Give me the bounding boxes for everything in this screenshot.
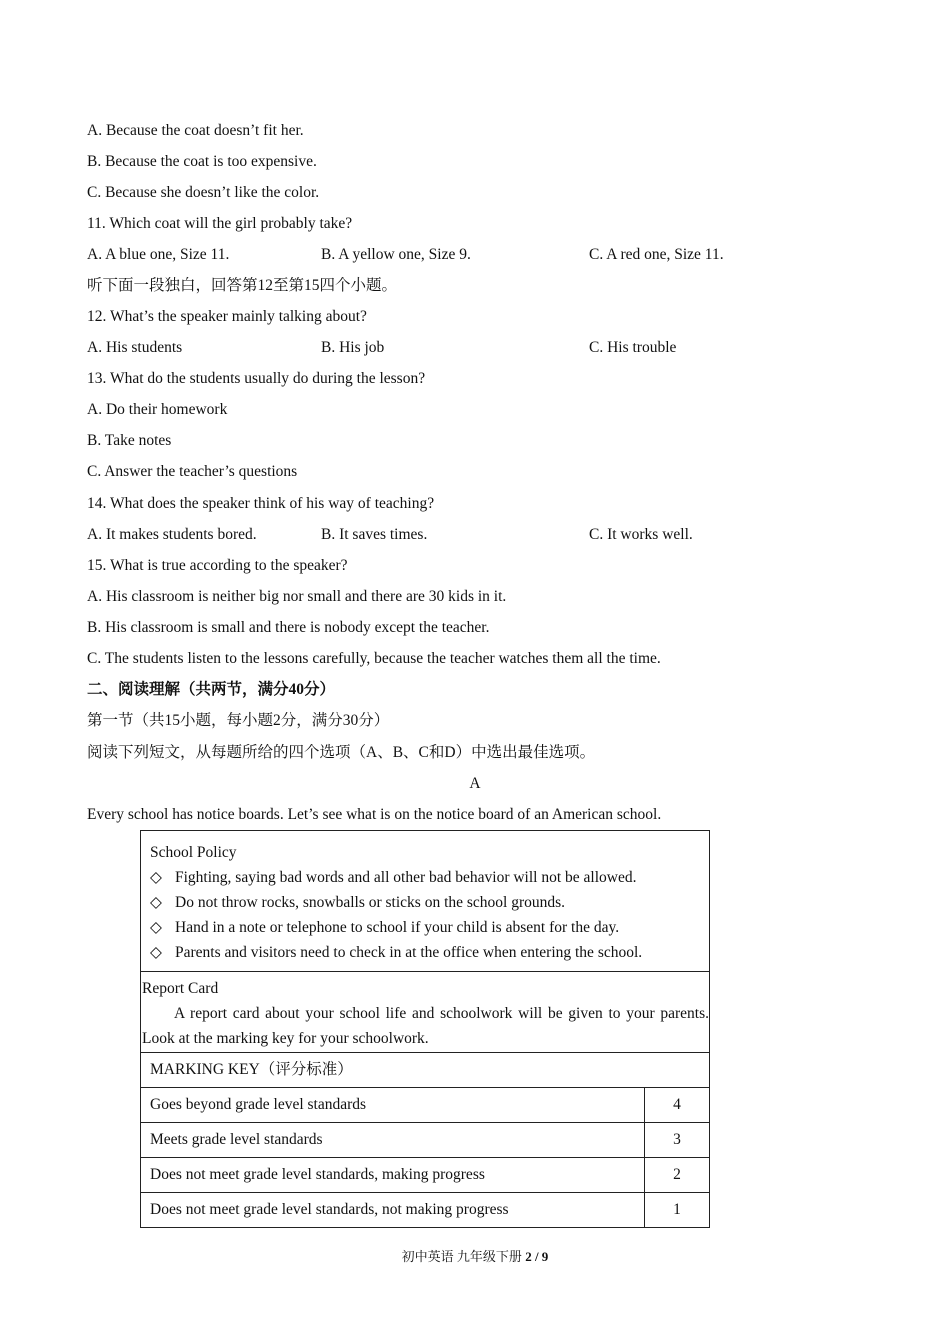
q13-option-c: C. Answer the teacher’s questions	[87, 463, 298, 480]
school-policy-title: School Policy	[150, 844, 237, 861]
q12-option-c: C. His trouble	[589, 339, 677, 356]
policy-item	[150, 915, 701, 940]
q12-option-a: A. His students	[87, 339, 183, 356]
policy-item-text: Hand in a note or telephone to school if your child is absent for the day.	[175, 919, 620, 936]
report-card-title: Report Card	[142, 980, 219, 997]
q14-option-c: C. It works well.	[589, 526, 693, 543]
q13-option-b: B. Take notes	[87, 432, 172, 449]
part1-title: 第一节（共15小题，每小题2分，满分30分）	[87, 712, 390, 729]
marking-key-title: MARKING KEY（评分标准）	[141, 1053, 709, 1088]
q12-option-b: B. His job	[321, 339, 385, 356]
q11-option-b: B. A yellow one, Size 9.	[321, 246, 471, 263]
footer-subject: 初中英语 九年级下册	[401, 1249, 522, 1264]
table-row	[141, 1158, 709, 1193]
passage-intro: Every school has notice boards. Let’s see what is on the notice board of an American school.	[87, 806, 662, 823]
q14-options	[87, 525, 787, 545]
q15-option-c: C. The students listen to the lessons carefully, because the teacher watches them all the time.	[87, 650, 661, 667]
table-row	[141, 1123, 709, 1158]
policy-item	[150, 865, 701, 890]
q10-option-a: A. Because the coat doesn’t fit her.	[87, 122, 304, 139]
diamond-bullet-icon: ◇	[150, 919, 162, 936]
marking-score: 1	[645, 1193, 710, 1228]
page-footer	[0, 1246, 950, 1265]
section2-title: 二、阅读理解（共两节，满分40分）	[87, 681, 336, 698]
reading-instruction: 阅读下列短文，从每题所给的四个选项（A、B、C和D）中选出最佳选项。	[87, 744, 596, 761]
monologue-instruction: 听下面一段独白，回答第12至第15四个小题。	[87, 277, 398, 294]
diamond-bullet-icon: ◇	[150, 944, 162, 961]
page-number: 2 / 9	[525, 1249, 549, 1264]
report-card-section	[141, 972, 709, 1053]
notice-board	[140, 830, 710, 1228]
table-row	[141, 1193, 709, 1228]
school-policy-section	[141, 831, 709, 972]
policy-item-text: Parents and visitors need to check in at the office when entering the school.	[175, 944, 643, 961]
marking-desc: Does not meet grade level standards, not making progress	[141, 1193, 645, 1228]
q15-question: 15. What is true according to the speaker?	[87, 557, 348, 574]
passage-label: A	[469, 775, 481, 792]
q11-option-a: A. A blue one, Size 11.	[87, 246, 230, 263]
marking-key-table	[141, 1088, 709, 1227]
policy-item-text: Fighting, saying bad words and all other bad behavior will not be allowed.	[175, 869, 637, 886]
q10-option-c: C. Because she doesn’t like the color.	[87, 184, 320, 201]
q12-question: 12. What’s the speaker mainly talking about?	[87, 308, 367, 325]
marking-score: 3	[645, 1123, 710, 1158]
marking-score: 4	[645, 1088, 710, 1123]
diamond-bullet-icon: ◇	[150, 894, 162, 911]
policy-item-text: Do not throw rocks, snowballs or sticks on the school grounds.	[175, 894, 566, 911]
marking-desc: Meets grade level standards	[141, 1123, 645, 1158]
diamond-bullet-icon: ◇	[150, 869, 162, 886]
q11-options	[87, 245, 787, 265]
marking-desc: Goes beyond grade level standards	[150, 1096, 367, 1113]
report-card-text: A report card about your school life and schoolwork will be given to your parents. Look at the marking key for your schoolwork.	[142, 1005, 709, 1047]
marking-score: 2	[645, 1158, 710, 1193]
q15-option-a: A. His classroom is neither big nor small and there are 30 kids in it.	[87, 588, 507, 605]
policy-item	[150, 890, 701, 915]
q12-options	[87, 338, 787, 358]
policy-item	[150, 940, 701, 965]
q13-option-a: A. Do their homework	[87, 401, 228, 418]
q11-question: 11. Which coat will the girl probably take?	[87, 215, 353, 232]
q15-option-b: B. His classroom is small and there is nobody except the teacher.	[87, 619, 490, 636]
q14-option-b: B. It saves times.	[321, 526, 428, 543]
q13-question: 13. What do the students usually do during the lesson?	[87, 370, 426, 387]
marking-desc: Does not meet grade level standards, making progress	[141, 1158, 645, 1193]
q10-option-b: B. Because the coat is too expensive.	[87, 153, 317, 170]
q11-option-c: C. A red one, Size 11.	[589, 246, 724, 263]
q14-option-a: A. It makes students bored.	[87, 526, 257, 543]
table-row	[141, 1088, 709, 1123]
q14-question: 14. What does the speaker think of his way of teaching?	[87, 495, 435, 512]
